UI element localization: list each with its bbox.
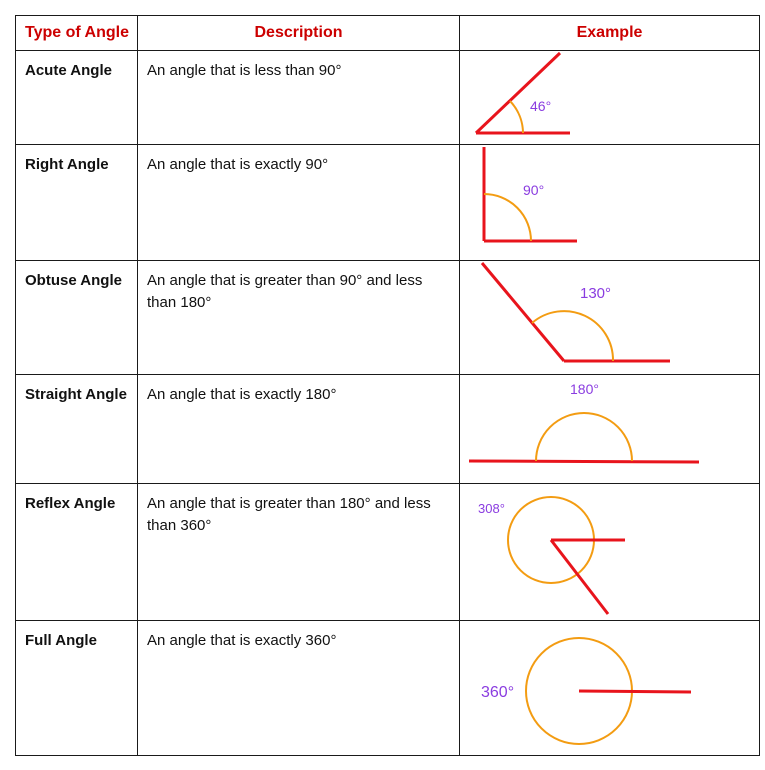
header-type-of-angle: Type of Angle [16,16,138,51]
table-row-reflex [16,484,760,621]
obtuse-angle-diagram [460,261,758,374]
reflex-angle-label: 308° [478,501,505,516]
reflex-ray-diagonal [551,540,608,614]
table-row-right [16,145,760,261]
angle-example-cell [460,51,760,145]
table-header-row [16,16,760,51]
angle-type-name: Reflex Angle [16,484,138,621]
straight-angle-label: 180° [570,381,599,397]
angle-description: An angle that is exactly 180° [138,375,460,484]
reflex-angle-diagram [460,484,758,620]
angle-type-name: Acute Angle [16,51,138,145]
straight-arc [536,413,632,461]
angle-type-name: Obtuse Angle [16,261,138,375]
straight-ray [469,461,699,462]
acute-arc [510,101,523,133]
table-row-obtuse [16,261,760,375]
header-description: Description [138,16,460,51]
straight-angle-diagram [460,375,758,483]
full-angle-label: 360° [481,684,515,701]
angle-description: An angle that is exactly 90° [138,145,460,261]
angle-type-name: Straight Angle [16,375,138,484]
angle-example-cell [460,621,760,756]
table-row-full [16,621,760,756]
angle-description: An angle that is exactly 360° [138,621,460,756]
angle-example-cell [460,261,760,375]
acute-angle-diagram [460,51,758,144]
angle-type-name: Full Angle [16,621,138,756]
angle-description: An angle that is greater than 180° and less than 360° [138,484,460,621]
acute-angle-label: 46° [530,98,552,114]
angle-example-cell [460,375,760,484]
right-arc [484,194,531,241]
right-angle-label: 90° [523,182,545,198]
acute-ray-upper [476,53,560,133]
angle-example-cell [460,484,760,621]
angle-example-cell [460,145,760,261]
angle-description: An angle that is less than 90° [138,51,460,145]
header-example: Example [460,16,760,51]
obtuse-angle-label: 130° [580,285,612,302]
right-angle-diagram [460,145,758,260]
angle-types-table [15,15,760,756]
table-row-straight [16,375,760,484]
angle-description: An angle that is greater than 90° and less than 180° [138,261,460,375]
full-ray [579,691,691,692]
angle-type-name: Right Angle [16,145,138,261]
full-angle-diagram [460,621,758,755]
table-row-acute [16,51,760,145]
